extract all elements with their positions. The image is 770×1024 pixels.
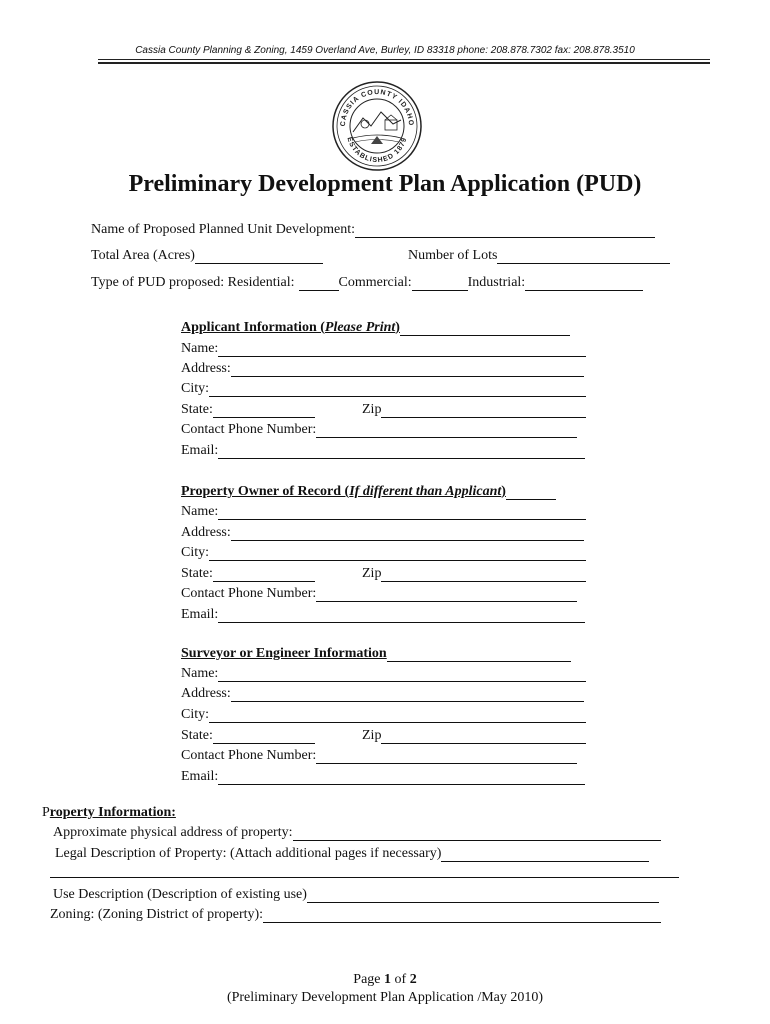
owner-heading: Property Owner of Record ( If different than Applicant ) — [181, 480, 556, 500]
seal-top-text: CASSIA COUNTY IDAHO — [339, 88, 415, 127]
applicant-city-field[interactable] — [209, 382, 586, 397]
number-of-lots-row — [408, 244, 670, 264]
header-contact-line: Cassia County Planning & Zoning, 1459 Overland Ave, Burley, ID 83318 phone: 208.878.7302 fax: 208.878.3510 — [135, 45, 635, 56]
surveyor-state-label: State: — [181, 728, 213, 743]
owner-address-field[interactable] — [231, 526, 584, 541]
owner-zip-label: Zip — [362, 566, 382, 581]
owner-city-label: City: — [181, 545, 210, 560]
applicant-city-row — [181, 377, 586, 397]
applicant-address-row — [181, 357, 584, 377]
surveyor-phone-field[interactable] — [316, 749, 577, 764]
residential-field[interactable] — [299, 276, 339, 291]
owner-phone-label: Contact Phone Number: — [181, 586, 317, 601]
applicant-name-row — [181, 337, 586, 357]
surveyor-phone-label: Contact Phone Number: — [181, 748, 317, 763]
surveyor-address-row — [181, 682, 584, 702]
surveyor-heading: Surveyor or Engineer Information — [181, 642, 571, 662]
commercial-label: Commercial: — [338, 275, 412, 290]
applicant-address-field[interactable] — [231, 362, 584, 377]
header-rule-thin — [98, 59, 710, 60]
commercial-field[interactable] — [412, 276, 468, 291]
owner-email-row — [181, 603, 585, 623]
surveyor-state-field[interactable] — [213, 729, 315, 744]
surveyor-phone-row — [181, 744, 577, 764]
pud-name-field[interactable] — [355, 223, 655, 238]
surveyor-zip-field[interactable] — [381, 729, 586, 744]
surveyor-state-row — [181, 724, 315, 744]
surveyor-name-field[interactable] — [218, 667, 586, 682]
surveyor-zip-row — [362, 724, 586, 744]
surveyor-email-row — [181, 765, 585, 785]
owner-name-label: Name: — [181, 504, 219, 519]
owner-email-label: Email: — [181, 607, 219, 622]
surveyor-name-label: Name: — [181, 666, 219, 681]
owner-state-field[interactable] — [213, 567, 315, 582]
surveyor-address-label: Address: — [181, 686, 231, 701]
svg-text:CASSIA COUNTY IDAHO — [340, 89, 414, 127]
page-title: Preliminary Development Plan Application (PUD) — [128, 171, 642, 197]
legal-description-row — [55, 842, 649, 862]
owner-state-label: State: — [181, 566, 213, 581]
pud-type-label: Type of PUD proposed: Residential: — [91, 275, 295, 290]
legal-description-extra-line[interactable] — [50, 877, 679, 878]
zoning-row — [50, 903, 661, 923]
pud-name-label: Name of Proposed Planned Unit Development: — [91, 222, 356, 237]
property-heading: P roperty Information: — [42, 805, 176, 820]
surveyor-city-label: City: — [181, 707, 210, 722]
seal-bottom-text: ESTABLISHED 1879 — [345, 136, 409, 165]
total-area-label: Total Area (Acres) — [91, 248, 195, 263]
owner-phone-row — [181, 582, 577, 602]
total-area-row — [91, 244, 323, 264]
total-area-field[interactable] — [195, 249, 323, 264]
surveyor-city-row — [181, 703, 586, 723]
applicant-zip-field[interactable] — [381, 403, 586, 418]
pud-name-row — [91, 218, 655, 238]
industrial-label: Industrial: — [467, 275, 526, 290]
use-description-row — [53, 883, 659, 903]
owner-address-row — [181, 521, 584, 541]
applicant-email-row — [181, 439, 585, 459]
applicant-phone-field[interactable] — [316, 423, 577, 438]
number-of-lots-field[interactable] — [497, 249, 670, 264]
applicant-name-label: Name: — [181, 341, 219, 356]
applicant-city-label: City: — [181, 381, 210, 396]
applicant-state-label: State: — [181, 402, 213, 417]
legal-description-field[interactable] — [441, 847, 649, 862]
surveyor-city-field[interactable] — [209, 708, 586, 723]
owner-address-label: Address: — [181, 525, 231, 540]
applicant-state-field[interactable] — [213, 403, 315, 418]
form-identifier: (Preliminary Development Plan Application /May 2010) — [226, 990, 544, 1005]
zoning-field[interactable] — [263, 908, 661, 923]
surveyor-address-field[interactable] — [231, 687, 584, 702]
applicant-name-field[interactable] — [218, 342, 586, 357]
owner-state-row — [181, 562, 315, 582]
county-seal-icon — [331, 80, 423, 172]
pud-type-row — [91, 271, 643, 291]
property-address-label: Approximate physical address of property: — [53, 825, 293, 840]
property-address-field[interactable] — [293, 826, 661, 841]
surveyor-email-field[interactable] — [218, 770, 585, 785]
applicant-phone-row — [181, 418, 577, 438]
use-description-label: Use Description (Description of existing use) — [53, 887, 307, 902]
applicant-heading: Applicant Information ( Please Print ) — [181, 316, 570, 336]
owner-name-row — [181, 500, 586, 520]
owner-name-field[interactable] — [218, 505, 586, 520]
applicant-zip-label: Zip — [362, 402, 382, 417]
surveyor-name-row — [181, 662, 586, 682]
owner-phone-field[interactable] — [316, 587, 577, 602]
applicant-email-field[interactable] — [218, 444, 585, 459]
owner-city-row — [181, 541, 586, 561]
owner-email-field[interactable] — [218, 608, 585, 623]
header-rule-thick — [98, 62, 710, 64]
zoning-label: Zoning: (Zoning District of property): — [50, 907, 264, 922]
applicant-address-label: Address: — [181, 361, 231, 376]
legal-description-label: Legal Description of Property: (Attach additional pages if necessary) — [55, 846, 442, 861]
applicant-state-row — [181, 398, 315, 418]
number-of-lots-label: Number of Lots — [408, 248, 498, 263]
page-number: Page 1 of 2 — [353, 972, 417, 987]
applicant-zip-row — [362, 398, 586, 418]
industrial-field[interactable] — [525, 276, 643, 291]
owner-zip-row — [362, 562, 586, 582]
surveyor-email-label: Email: — [181, 769, 219, 784]
applicant-phone-label: Contact Phone Number: — [181, 422, 317, 437]
property-address-row — [53, 821, 661, 841]
owner-zip-field[interactable] — [381, 567, 586, 582]
owner-city-field[interactable] — [209, 546, 586, 561]
applicant-email-label: Email: — [181, 443, 219, 458]
use-description-field[interactable] — [307, 888, 659, 903]
surveyor-zip-label: Zip — [362, 728, 382, 743]
